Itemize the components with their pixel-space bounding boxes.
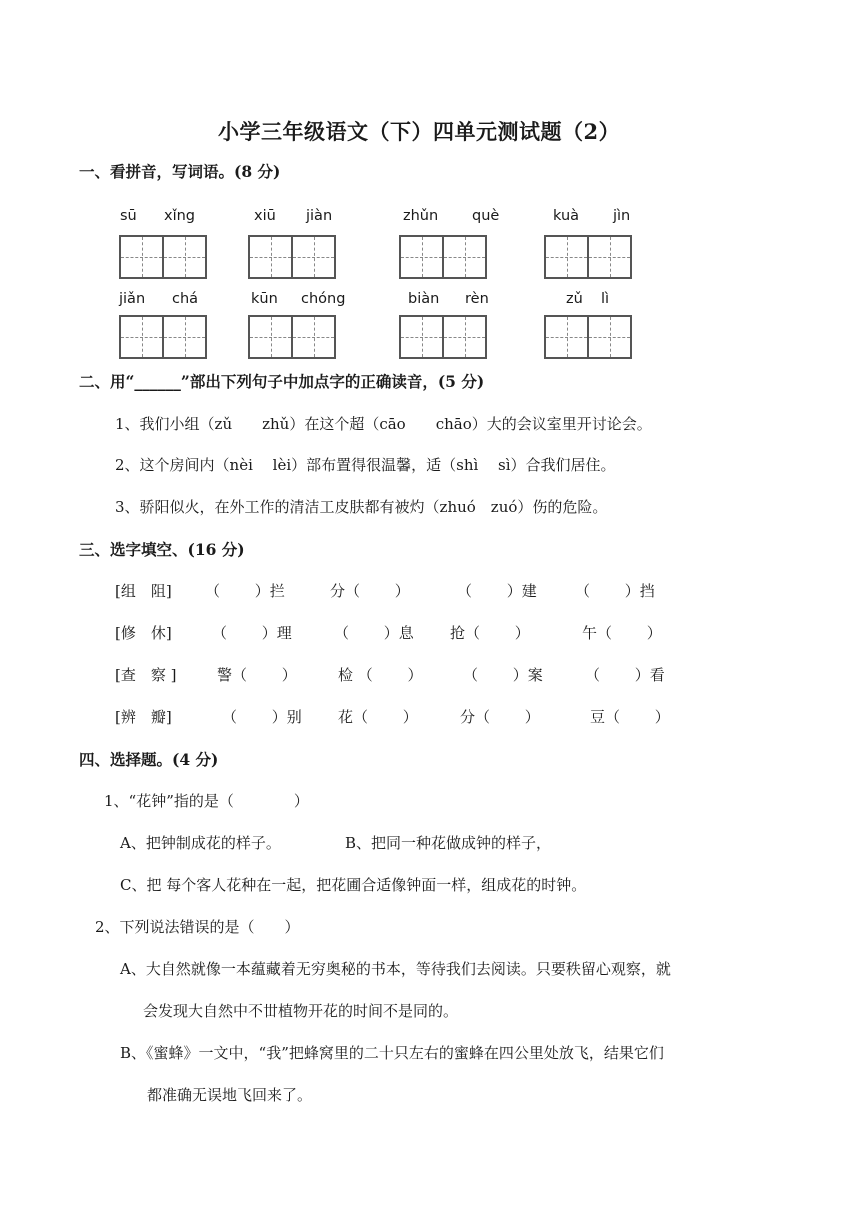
writing-grid[interactable] [248, 235, 336, 279]
pinyin-label: què [472, 208, 500, 224]
fill-blank[interactable]: （ ）看 [585, 666, 665, 684]
pinyin-label: chóng [301, 291, 346, 307]
fill-blank[interactable]: 午（ ） [582, 624, 662, 642]
pinyin-label: jiàn [306, 208, 333, 224]
fill-blank[interactable]: 抢（ ） [450, 624, 530, 642]
pinyin-label: zǔ [566, 291, 583, 307]
fill-blank[interactable]: （ ）息 [334, 624, 414, 642]
section-1-heading: 一、看拼音，写词语。(8 分) [79, 162, 281, 181]
pinyin-label: jìn [613, 208, 631, 224]
char-pair-label: [修 休] [115, 624, 172, 642]
question-1: 1、“花钟”指的是（ ） [104, 792, 309, 810]
q1-option-c[interactable]: C、把 每个客人花种在一起，把花圃合适像钟面一样，组成花的时钟。 [120, 876, 587, 894]
writing-grid[interactable] [248, 315, 336, 359]
fill-blank[interactable]: （ ）理 [212, 624, 292, 642]
char-pair-label: [组 阻] [115, 582, 172, 600]
section-2-heading: 二、用“______”部出下列句子中加点字的正确读音，(5 分) [79, 372, 485, 391]
q2-option-a[interactable]: A、大自然就像一本蕴藏着无穷奥秘的书本，等待我们去阅读。只要秩留心观察，就 [120, 960, 671, 978]
pinyin-label: biàn [408, 291, 440, 307]
fill-blank[interactable]: 分（ ） [330, 582, 410, 600]
writing-grid[interactable] [544, 235, 632, 279]
fill-blank[interactable]: （ ）案 [463, 666, 543, 684]
section-3-heading: 三、选字填空、(16 分) [79, 540, 245, 559]
pinyin-label: xiū [254, 208, 276, 224]
char-pair-label: [辨 瓣] [115, 708, 172, 726]
pinyin-label: kūn [251, 291, 278, 307]
fill-blank[interactable]: （ ）别 [222, 708, 302, 726]
pinyin-label: jiǎn [119, 291, 146, 307]
fill-blank[interactable]: （ ）挡 [575, 582, 655, 600]
sentence-1: 1、我们小组（zǔ zhǔ）在这个超（cāo chāo）大的会议室里开讨论会。 [115, 415, 652, 433]
section-4-heading: 四、选择题。(4 分) [79, 750, 219, 769]
q2-option-b[interactable]: B、《蜜蜂》一文中，“我”把蜂窝里的二十只左右的蜜蜂在四公里处放飞，结果它们 [120, 1044, 664, 1062]
writing-grid[interactable] [119, 235, 207, 279]
fill-blank[interactable]: 花（ ） [338, 708, 418, 726]
page-title: 小学三年级语文（下）四单元测试题（2） [218, 119, 621, 144]
pinyin-label: sū [120, 208, 137, 224]
fill-blank[interactable]: 警（ ） [217, 666, 297, 684]
q2-option-b-cont: 都准确无误地飞回来了。 [147, 1086, 313, 1104]
char-pair-label: [查 察 ] [115, 666, 177, 684]
writing-grid[interactable] [399, 235, 487, 279]
q1-option-a[interactable]: A、把钟制成花的样子。 [120, 834, 281, 852]
fill-blank[interactable]: 豆（ ） [590, 708, 670, 726]
writing-grid[interactable] [399, 315, 487, 359]
sentence-3: 3、骄阳似火，在外工作的清洁工皮肤都有被灼（zhuó zuó）伤的危险。 [115, 498, 608, 516]
pinyin-label: zhǔn [403, 208, 439, 224]
question-2: 2、下列说法错误的是（ ） [95, 918, 300, 936]
pinyin-label: xǐng [164, 208, 196, 224]
writing-grid[interactable] [119, 315, 207, 359]
fill-blank[interactable]: （ ）建 [457, 582, 537, 600]
fill-blank[interactable]: 分（ ） [460, 708, 540, 726]
fill-blank[interactable]: 检 （ ） [338, 666, 423, 684]
pinyin-label: lì [601, 291, 610, 307]
pinyin-label: kuà [553, 208, 580, 224]
q1-option-b[interactable]: B、把同一种花做成钟的样子， [345, 834, 552, 852]
q2-option-a-cont: 会发现大自然中不丗植物开花的时间不是同的。 [143, 1002, 459, 1020]
fill-blank[interactable]: （ ）拦 [205, 582, 285, 600]
pinyin-label: rèn [465, 291, 489, 307]
sentence-2: 2、这个房间内（nèi lèi）部布置得很温馨，适（shì sì）合我们居住。 [115, 456, 616, 474]
writing-grid[interactable] [544, 315, 632, 359]
pinyin-label: chá [172, 291, 199, 307]
